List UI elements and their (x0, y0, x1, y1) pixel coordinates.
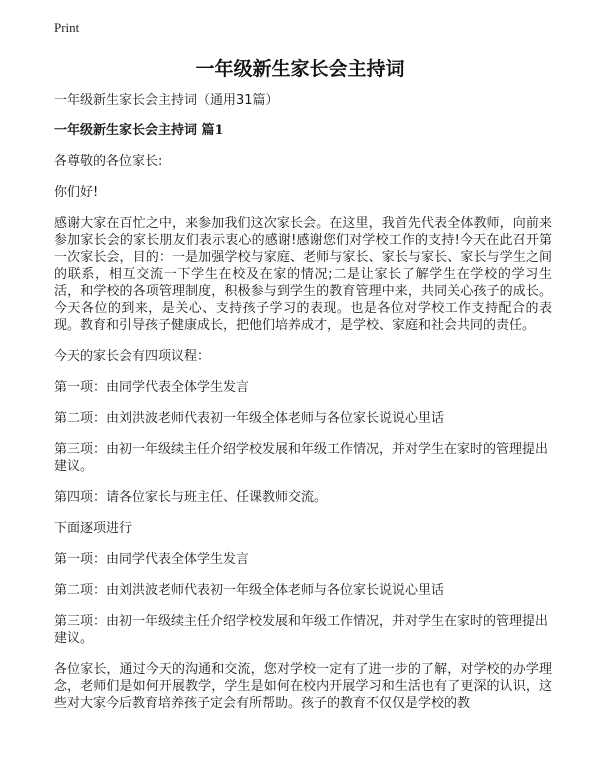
agenda-intro: 今天的家长会有四项议程： (54, 349, 211, 364)
page-title: 一年级新生家长会主持词 (195, 58, 405, 80)
agenda-item: 第一项：由同学代表全体学生发言 (54, 380, 250, 395)
intro-paragraph: 感谢大家在百忙之中，来参加我们这次家长会。在这里，我首先代表全体教师，向前来参加家长会的家长朋友们表示衷心的感谢!感谢您们对学校工作的支持!今天在此召开第一次家长会，目的：一是加强学校与家庭、老师与家长、家长与家长、家长与学生之间的联系，相互交流一下学生在校及在家的情况;二是让家长了解学生在学校的学习生活，和学校的各项管理制度，积极参与到学生的教育管理中来，共同关心孩子的成长。今天各位的到来，是关心、支持孩子学习的表现。也是各位对学校工作支持配合的表现。教育和引导孩子健康成长，把他们培养成才，是学校、家庭和社会共同的责任。 (54, 216, 552, 333)
section-heading: 一年级新生家长会主持词 篇1 (54, 123, 224, 138)
proceed-item: 第三项：由初一年级续主任介绍学校发展和年级工作情况，并对学生在家时的管理提出建议。 (54, 614, 549, 646)
agenda-item: 第二项：由刘洪波老师代表初一年级全体老师与各位家长说说心里话 (54, 411, 445, 426)
print-link[interactable]: Print (54, 20, 80, 35)
closing-paragraph: 各位家长，通过今天的沟通和交流，您对学校一定有了进一步的了解，对学校的办学理念，老师们是如何开展教学，学生是如何在校内开展学习和生活也有了更深的认识，这些对大家今后教育培养孩子定会有所帮助。孩子的教育不仅仅是学校的教 (54, 662, 552, 711)
document-subtitle: 一年级新生家长会主持词（通用31篇） (54, 93, 279, 108)
salutation: 各尊敬的各位家长: (54, 154, 163, 169)
proceed-text: 下面逐项进行 (54, 521, 133, 536)
document-body (54, 92, 552, 726)
proceed-item: 第一项：由同学代表全体学生发言 (54, 552, 250, 567)
greeting: 你们好! (54, 185, 99, 200)
proceed-item: 第二项：由刘洪波老师代表初一年级全体老师与各位家长说说心里话 (54, 583, 445, 598)
agenda-item: 第四项：请各位家长与班主任、任课教师交流。 (54, 490, 328, 505)
agenda-item: 第三项：由初一年级续主任介绍学校发展和年级工作情况，并对学生在家时的管理提出建议。 (54, 442, 549, 474)
